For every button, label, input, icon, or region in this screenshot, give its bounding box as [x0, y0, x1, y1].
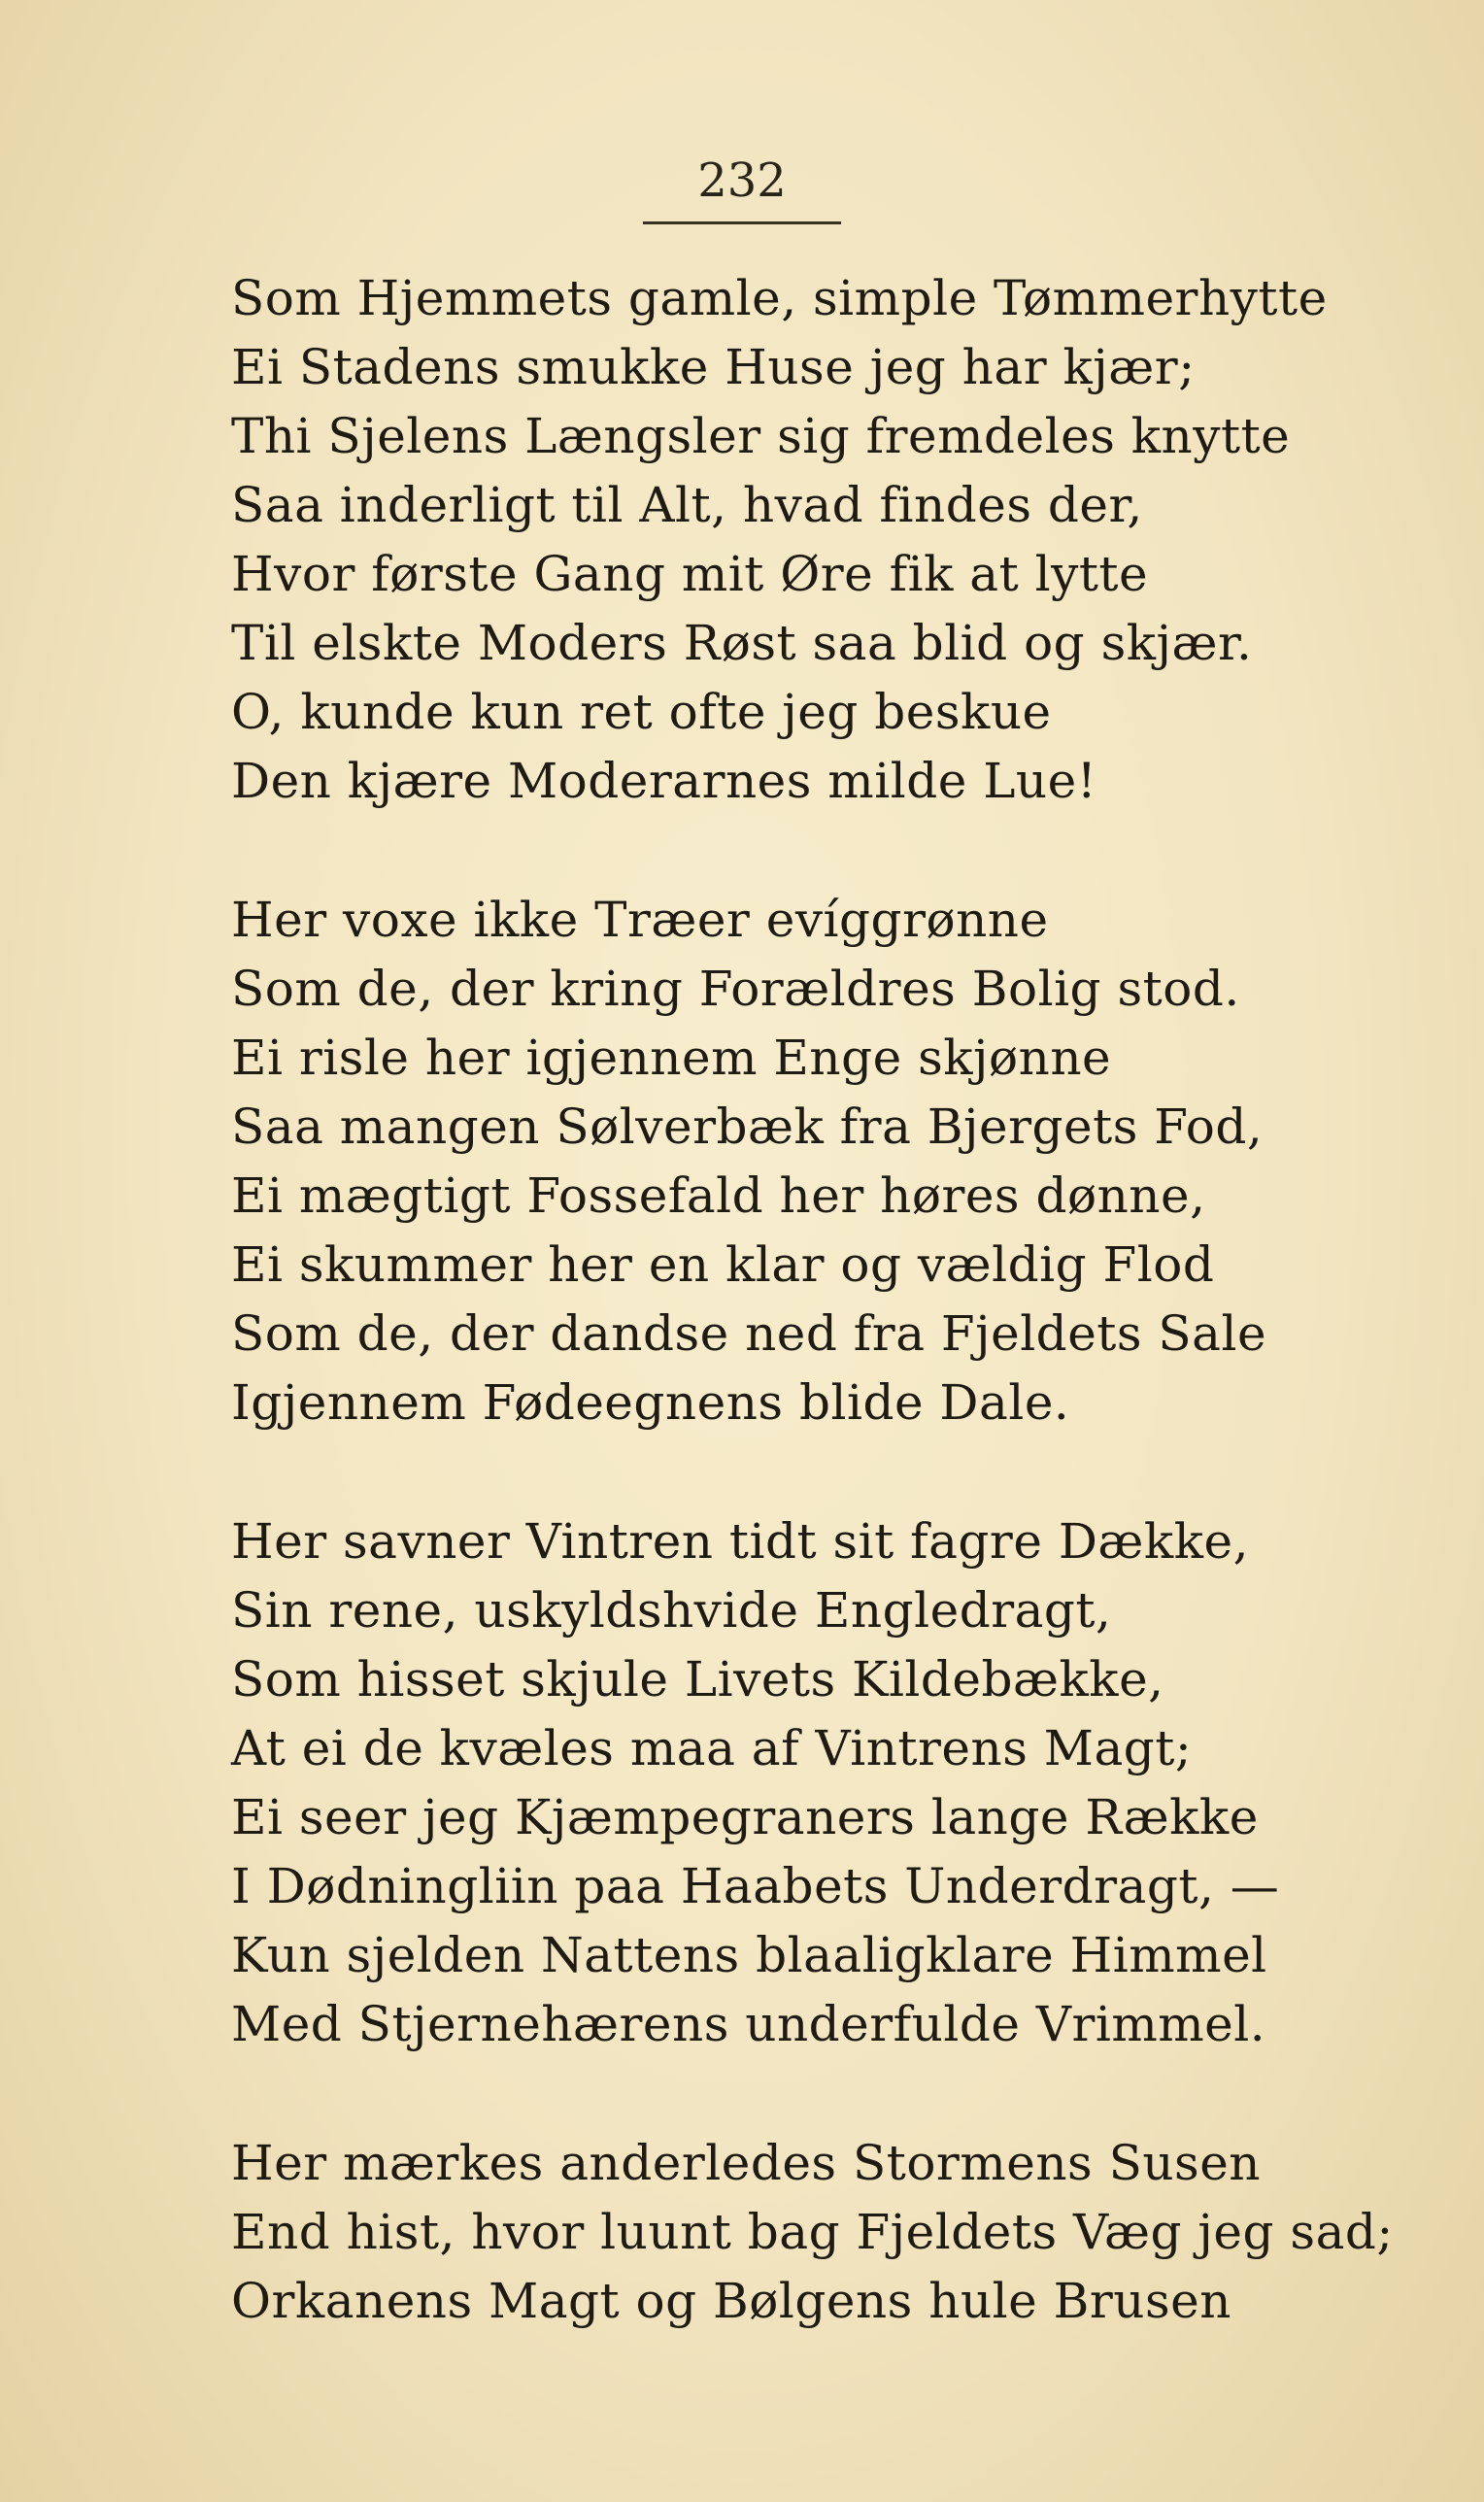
poem: [231, 264, 1394, 2336]
verse-line: Til elskte Moders Røst saa blid og skjær.: [231, 615, 1253, 671]
page-number: 232: [697, 153, 787, 208]
verse-line: Med Stjernehærens underfulde Vrimmel.: [231, 1996, 1266, 2052]
verse-line: Som de, der kring Forældres Bolig stod.: [231, 961, 1240, 1017]
verse-line: Sin rene, uskyldshvide Engledragt,: [231, 1582, 1112, 1639]
verse-line: Ei skummer her en klar og vældig Flod: [231, 1236, 1215, 1293]
verse-line: O, kunde kun ret ofte jeg beskue: [231, 684, 1052, 740]
stanza-2: [231, 886, 1338, 1437]
verse-line: Her savner Vintren tidt sit fagre Dække,: [231, 1513, 1249, 1570]
verse-line: At ei de kvæles maa af Vintrens Magt;: [231, 1720, 1193, 1776]
verse-line: Thi Sjelens Længsler sig fremdeles knytte: [231, 408, 1291, 464]
stanza-3: [231, 1507, 1338, 2059]
verse-line: Her mærkes anderledes Stormens Susen: [231, 2135, 1261, 2191]
verse-line: Saa inderligt til Alt, hvad findes der,: [231, 477, 1143, 533]
verse-line: Hvor første Gang mit Øre fik at lytte: [231, 546, 1149, 602]
verse-line: Orkanens Magt og Bølgens hule Brusen: [231, 2273, 1231, 2329]
header-rule: [643, 221, 841, 224]
stanza-4: [231, 2129, 1394, 2336]
verse-line: End hist, hvor luunt bag Fjeldets Væg jeg sad;: [231, 2204, 1394, 2260]
verse-line: Som hisset skjule Livets Kildebække,: [231, 1651, 1164, 1707]
verse-line: Ei risle her igjennem Enge skjønne: [231, 1030, 1112, 1086]
verse-line: Igjennem Fødeegnens blide Dale.: [231, 1374, 1070, 1431]
verse-line: Saa mangen Sølverbæk fra Bjergets Fod,: [231, 1099, 1264, 1155]
stanza-1: [231, 264, 1338, 816]
verse-line: I Dødningliin paa Haabets Underdragt, —: [231, 1858, 1280, 1914]
verse-line: Ei mægtigt Fossefald her høres dønne,: [231, 1167, 1206, 1224]
verse-line: Kun sjelden Nattens blaaligklare Himmel: [231, 1927, 1267, 1983]
verse-line: Som Hjemmets gamle, simple Tømmerhytte: [231, 270, 1328, 326]
verse-line: Ei Stadens smukke Huse jeg har kjær;: [231, 339, 1196, 395]
verse-line: Her voxe ikke Træer evíggrønne: [231, 892, 1049, 948]
verse-line: Ei seer jeg Kjæmpegraners lange Række: [231, 1789, 1259, 1845]
verse-line: Den kjære Moderarnes milde Lue!: [231, 753, 1097, 809]
verse-line: Som de, der dandse ned fra Fjeldets Sale: [231, 1305, 1267, 1362]
